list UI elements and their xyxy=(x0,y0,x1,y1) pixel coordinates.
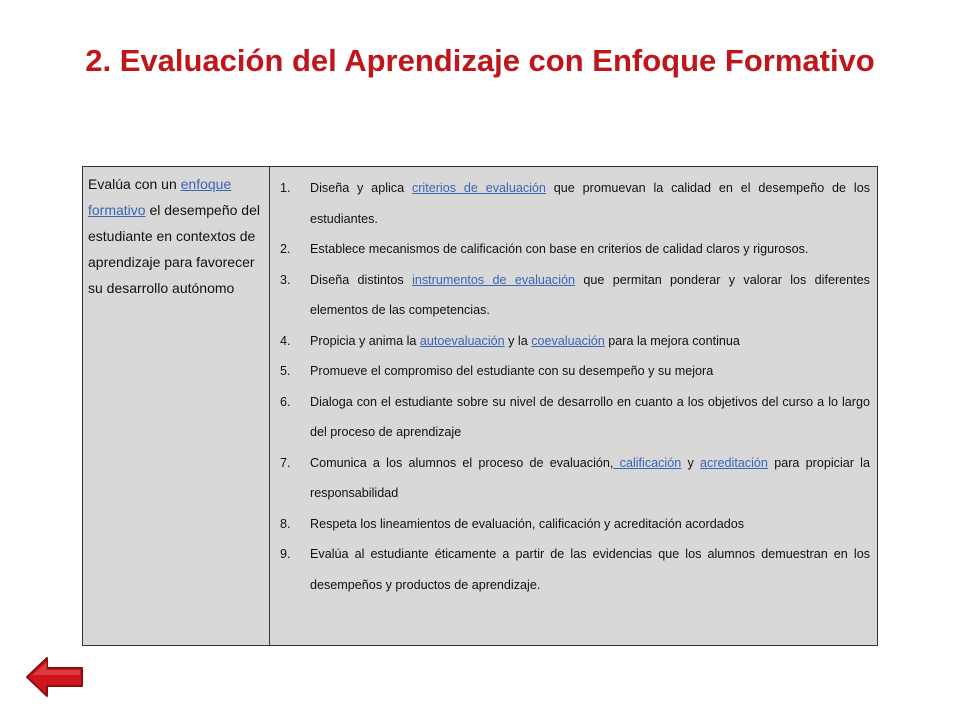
criteria-item xyxy=(280,448,870,509)
criteria-text-segment: Respeta los lineamientos de evaluación, calificación y acreditación acordados xyxy=(310,516,745,531)
criteria-item-text xyxy=(310,509,870,540)
criteria-item-number: 4. xyxy=(280,333,291,348)
back-button[interactable] xyxy=(25,655,85,699)
criteria-text-segment: Diseña distintos xyxy=(310,272,413,287)
criteria-text-segment: para la mejora continua xyxy=(604,333,740,348)
criteria-text-segment: que permitan ponderar y valorar los diferentes elementos de las competencias. xyxy=(310,272,870,317)
criteria-item xyxy=(280,173,870,234)
criteria-item-number: 2. xyxy=(280,242,291,256)
criteria-item-text xyxy=(310,326,870,357)
criteria-text-segment: Dialoga con el estudiante sobre su nivel de desarrollo en cuanto a los objetivos del curso a lo largo del proceso de aprendizaje xyxy=(310,394,870,439)
criteria-item-number: 1. xyxy=(280,181,291,195)
competency-description xyxy=(83,167,270,645)
criteria-item-number: 8. xyxy=(280,516,291,531)
criteria-link[interactable]: instrumentos de evaluación xyxy=(412,272,576,287)
description-text-start: Evalúa con un xyxy=(88,176,181,192)
criteria-item xyxy=(280,387,870,448)
criteria-cell xyxy=(270,167,877,645)
competency-table xyxy=(82,166,878,646)
criteria-item xyxy=(280,234,870,265)
criteria-link[interactable]: coevaluación xyxy=(531,333,605,348)
criteria-item-text xyxy=(310,448,870,509)
criteria-item-text xyxy=(310,234,870,265)
criteria-link[interactable]: autoevaluación xyxy=(419,333,505,348)
criteria-item-number: 9. xyxy=(280,547,291,561)
criteria-list xyxy=(280,173,870,600)
criteria-text-segment: Evalúa al estudiante éticamente a partir de las evidencias que los alumnos demuestran en los desempeños y productos de aprendizaje. xyxy=(310,547,870,592)
criteria-item xyxy=(280,326,870,357)
criteria-item-text xyxy=(310,265,870,326)
criteria-item-text xyxy=(310,173,870,234)
enfoque-formativo-link[interactable]: enfoque formativo xyxy=(88,176,232,218)
criteria-item xyxy=(280,539,870,600)
page-title: 2. Evaluación del Aprendizaje con Enfoque Formativo xyxy=(85,43,875,78)
criteria-item-text xyxy=(310,539,870,600)
criteria-text-segment: Propicia y anima la xyxy=(310,333,420,348)
criteria-text-segment: Promueve el compromiso del estudiante con su desempeño y su mejora xyxy=(310,364,714,378)
criteria-item-number: 7. xyxy=(280,455,291,470)
criteria-text-segment: y xyxy=(681,455,701,470)
criteria-link[interactable]: criterios de evaluación xyxy=(411,181,546,195)
criteria-text-segment: Comunica a los alumnos el proceso de evaluación, xyxy=(310,455,614,470)
criteria-item-text xyxy=(310,387,870,448)
criteria-item-number: 6. xyxy=(280,394,291,409)
criteria-item-number: 3. xyxy=(280,272,291,287)
criteria-item-text xyxy=(310,356,870,387)
criteria-text-segment: Diseña y aplica xyxy=(310,181,412,195)
criteria-text-segment: Establece mecanismos de calificación con base en criterios de calidad claros y rigurosos. xyxy=(310,242,809,256)
criteria-link[interactable]: acreditación xyxy=(700,455,768,470)
criteria-item xyxy=(280,509,870,540)
left-arrow-icon xyxy=(25,655,85,699)
criteria-text-segment: para propiciar la responsabilidad xyxy=(310,455,870,500)
criteria-text-segment: que promuevan la calidad en el desempeño de los estudiantes. xyxy=(310,181,870,226)
description-text-end: el desempeño del estudiante en contextos de aprendizaje para favorecer su desarrollo autónomo xyxy=(88,202,260,296)
criteria-item xyxy=(280,265,870,326)
criteria-link[interactable]: calificación xyxy=(613,455,682,470)
criteria-item xyxy=(280,356,870,387)
criteria-item-number: 5. xyxy=(280,364,291,378)
criteria-text-segment: y la xyxy=(504,333,532,348)
